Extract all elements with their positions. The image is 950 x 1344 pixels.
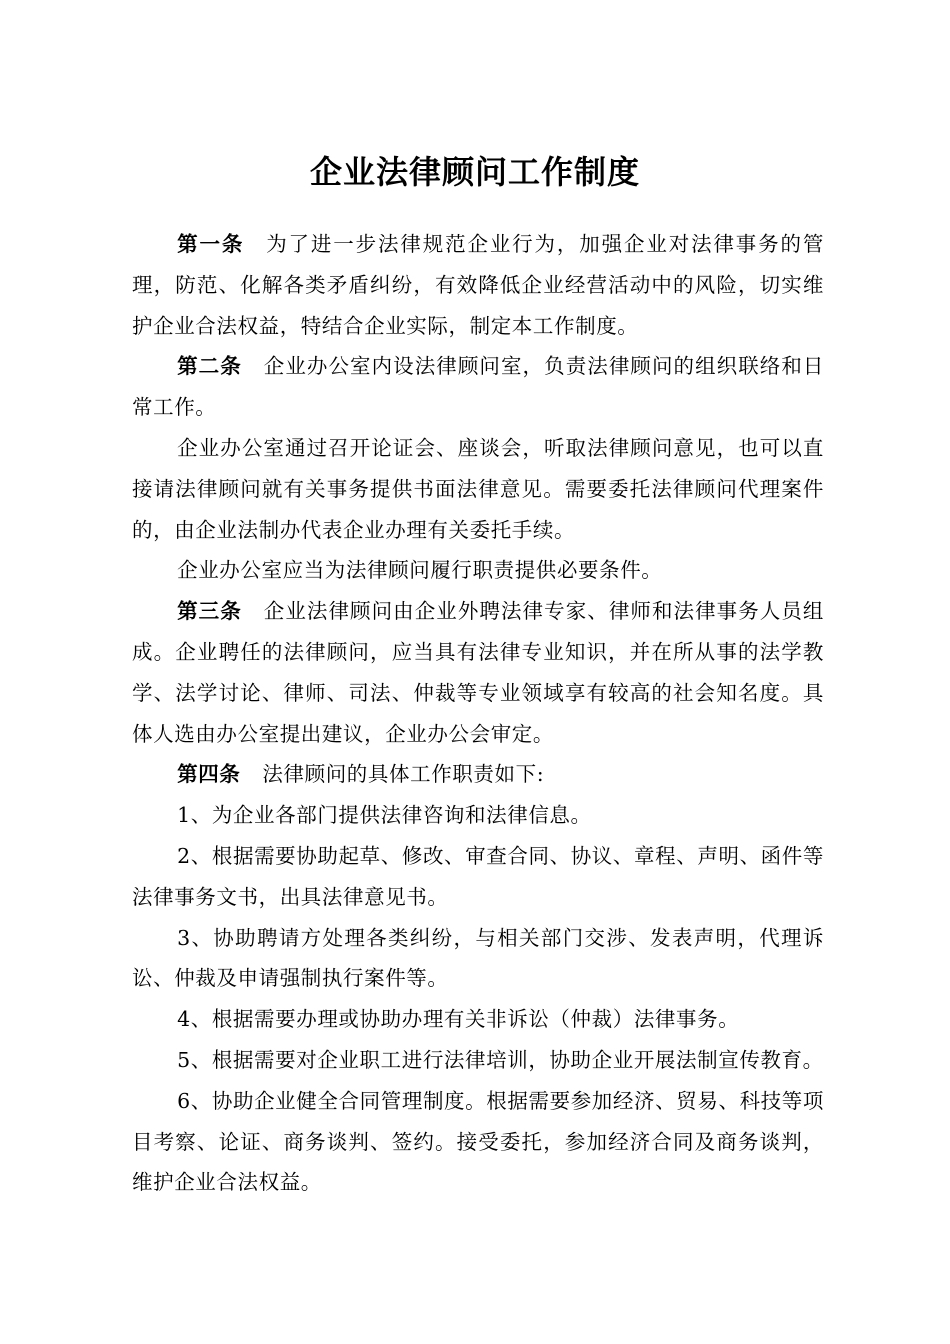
paragraph-text: 企业办公室通过召开论证会、座谈会，听取法律顾问意见，也可以直接请法律顾问就有关事务提供书面法律意见。需要委托法律顾问代理案件的，由企业法制办代表企业办理有关委托手续。 xyxy=(132,435,824,542)
document-body xyxy=(132,224,824,1203)
article-1-paragraph xyxy=(132,224,824,346)
article-label: 第二条 xyxy=(177,354,242,379)
paragraph-text: 6、协助企业健全合同管理制度。根据需要参加经济、贸易、科技等项目考察、论证、商务谈判、签约。接受委托，参加经济合同及商务谈判，维护企业合法权益。 xyxy=(132,1088,824,1195)
list-item xyxy=(132,918,824,1000)
list-item xyxy=(132,1040,824,1081)
paragraph-text: 企业办公室内设法律顾问室，负责法律顾问的组织联络和日常工作。 xyxy=(132,354,824,420)
article-label: 第四条 xyxy=(177,762,241,787)
paragraph xyxy=(132,550,824,591)
list-item xyxy=(132,795,824,836)
document-title: 企业法律顾问工作制度 xyxy=(309,153,640,191)
article-4-paragraph xyxy=(132,754,824,795)
list-item xyxy=(132,836,824,918)
paragraph-text: 企业办公室应当为法律顾问履行职责提供必要条件。 xyxy=(177,558,663,583)
article-3-paragraph xyxy=(132,591,824,754)
paragraph xyxy=(132,428,824,550)
article-label: 第一条 xyxy=(177,232,245,256)
paragraph-text: 5、根据需要对企业职工进行法律培训，协助企业开展法制宣传教育。 xyxy=(177,1047,824,1072)
paragraph-text: 2、根据需要协助起草、修改、审查合同、协议、章程、声明、函件等法律事务文书，出具法律意见书。 xyxy=(132,843,824,909)
article-label: 第三条 xyxy=(177,599,242,624)
paragraph-text: 1、为企业各部门提供法律咨询和法律信息。 xyxy=(177,803,592,828)
paragraph-text: 3、协助聘请方处理各类纠纷，与相关部门交涉、发表声明，代理诉讼、仲裁及申请强制执行案件等。 xyxy=(132,925,824,991)
list-item xyxy=(132,1081,824,1203)
list-item xyxy=(132,999,824,1040)
paragraph-text: 企业法律顾问由企业外聘法律专家、律师和法律事务人员组成。企业聘任的法律顾问，应当具有法律专业知识，并在所从事的法学教学、法学讨论、律师、司法、仲裁等专业领域享有较高的社会知名度。具体人选由办公室提出建议，企业办公会审定。 xyxy=(132,599,824,746)
article-2-paragraph xyxy=(132,346,824,428)
paragraph-text: 法律顾问的具体工作职责如下: xyxy=(262,762,545,787)
paragraph-text: 4、根据需要办理或协助办理有关非诉讼（仲裁）法律事务。 xyxy=(177,1007,740,1032)
paragraph-text: 为了进一步法律规范企业行为，加强企业对法律事务的管理，防范、化解各类矛盾纠纷，有效降低企业经营活动中的风险，切实维护企业合法权益，特结合企业实际，制定本工作制度。 xyxy=(132,232,824,338)
